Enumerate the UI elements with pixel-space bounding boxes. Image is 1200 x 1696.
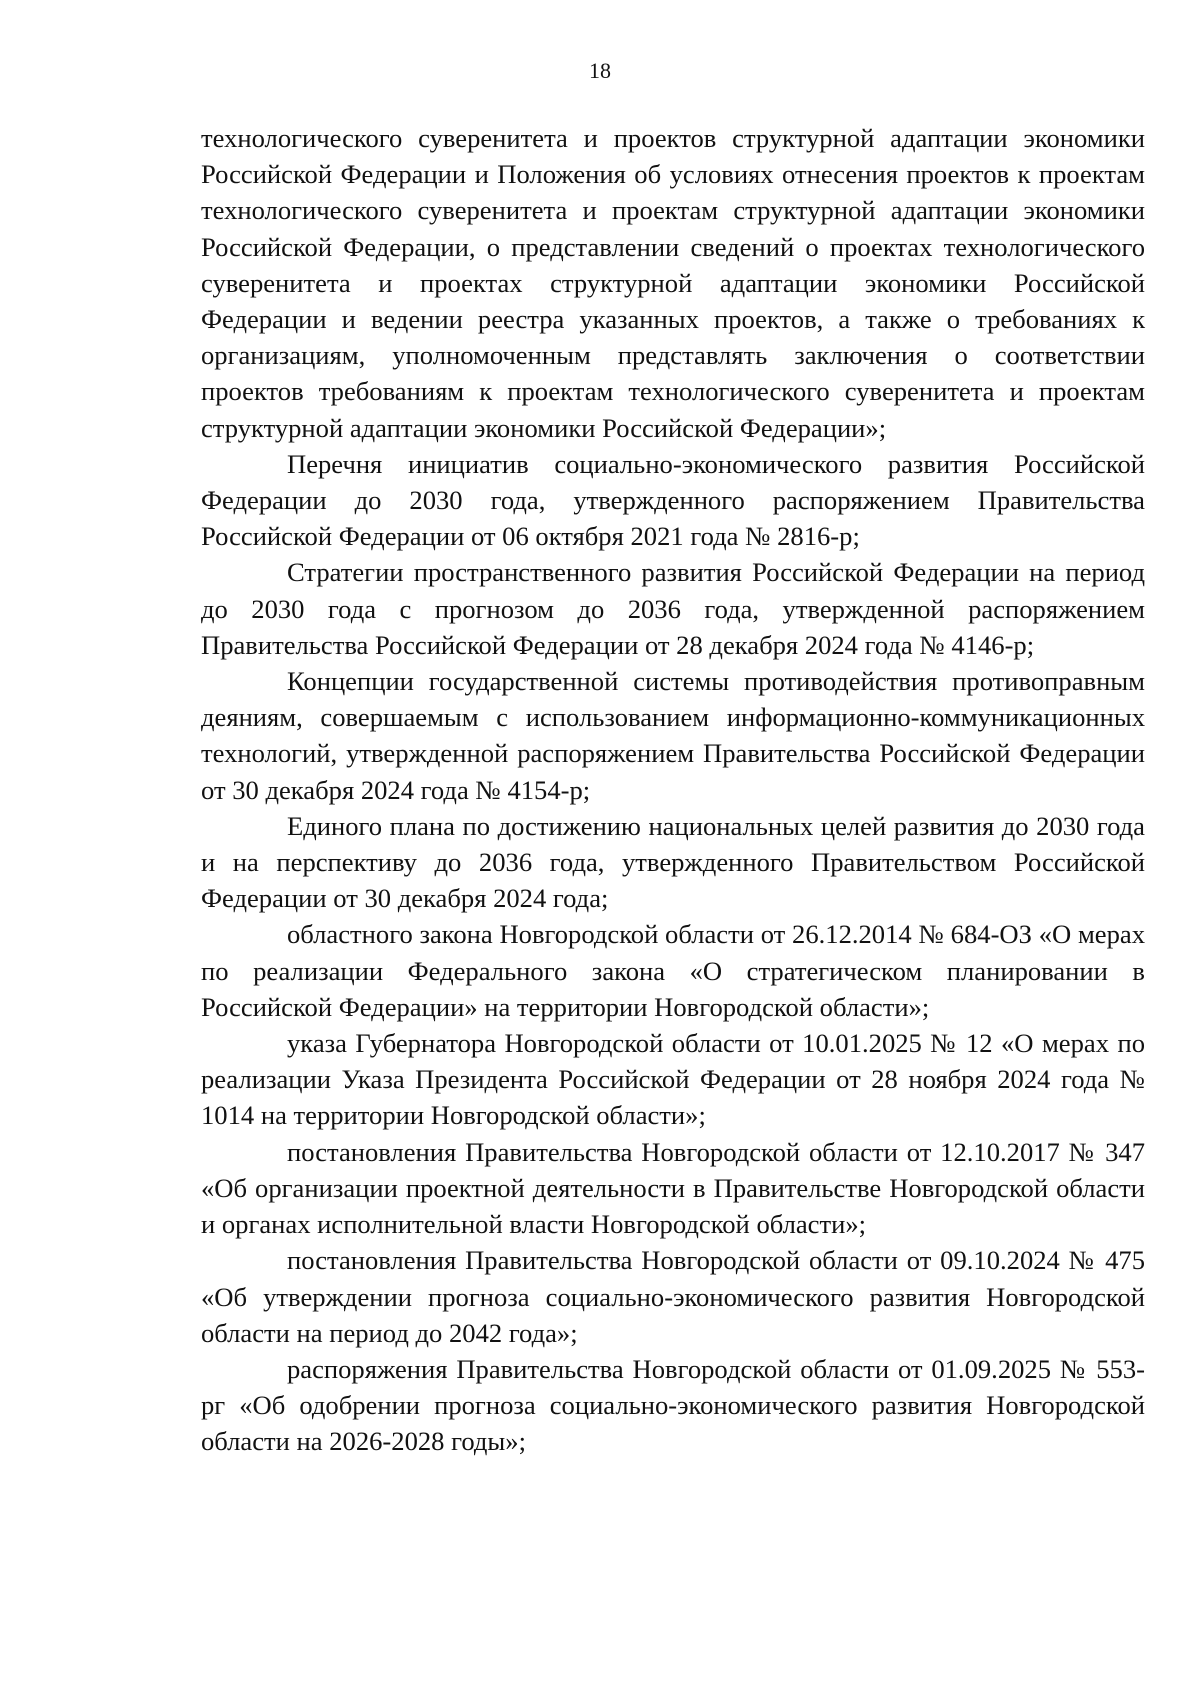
paragraph-unified-plan: Единого плана по достижению национальных целей развития до 2030 года и на перспективу до 2036 года, утвержденного Правительством Российской Федерации от 30 декабря 2024 года; [201, 810, 1145, 914]
paragraph-continuation: технологического суверенитета и проектов структурной адаптации экономики Российской Федерации и Положения об условиях отнесения проектов к проектам технологического суверенитета и проектам структурной адаптации экономики Российской Федерации, о представлении сведений о проектах технологического суверенитета и проектах структурной адаптации экономики Российской Федерации и ведении реестра указанных проектов, а также о требованиях к организациям, уполномоченным представлять заключения о соответствии проектов требованиям к проектам технологического суверенитета и проектам структурной адаптации экономики Российской Федерации»; [201, 123, 1145, 443]
paragraph-regional-law: областного закона Новгородской области от 26.12.2014 № 684-ОЗ «О мерах по реализации Федерального закона «О стратегическом планировании в Российской Федерации» на территории Новгородской области»; [201, 919, 1145, 1022]
page-number: 18 [589, 58, 611, 83]
paragraph-ict-concept: Концепции государственной системы противодействия противоправным деяниям, совершаемым с использованием информационно-коммуникационных технологий, утвержденной распоряжением Правительства Российской Федерации от 30 декабря 2024 года № 4154-р; [201, 666, 1145, 805]
paragraph-spatial-strategy: Стратегии пространственного развития Российской Федерации на период до 2030 года с прогнозом до 2036 года, утвержденной распоряжением Правительства Российской Федерации от 28 декабря 2024 года № 4146-р; [201, 557, 1145, 660]
paragraph-resolution-347: постановления Правительства Новгородской области от 12.10.2017 № 347 «Об организации проектной деятельности в Правительстве Новгородской области и органах исполнительной власти Новгородской области»; [201, 1136, 1145, 1240]
paragraph-initiatives-list: Перечня инициатив социально-экономического развития Российской Федерации до 2030 года, утвержденного распоряжением Правительства Российской Федерации от 06 октября 2021 года № 2816-р; [201, 448, 1145, 552]
paragraph-governor-decree: указа Губернатора Новгородской области от 10.01.2025 № 12 «О мерах по реализации Указа Президента Российской Федерации от 28 ноября 2024 года № 1014 на территории Новгородской области»; [201, 1028, 1145, 1131]
paragraph-order-553: распоряжения Правительства Новгородской области от 01.09.2025 № 553-рг «Об одобрении прогноза социально-экономического развития Новгородской области на 2026-2028 годы»; [201, 1353, 1145, 1457]
paragraph-resolution-475: постановления Правительства Новгородской области от 09.10.2024 № 475 «Об утверждении прогноза социально-экономического развития Новгородской области на период до 2042 года»; [201, 1245, 1145, 1348]
document-body [201, 120, 1145, 1460]
